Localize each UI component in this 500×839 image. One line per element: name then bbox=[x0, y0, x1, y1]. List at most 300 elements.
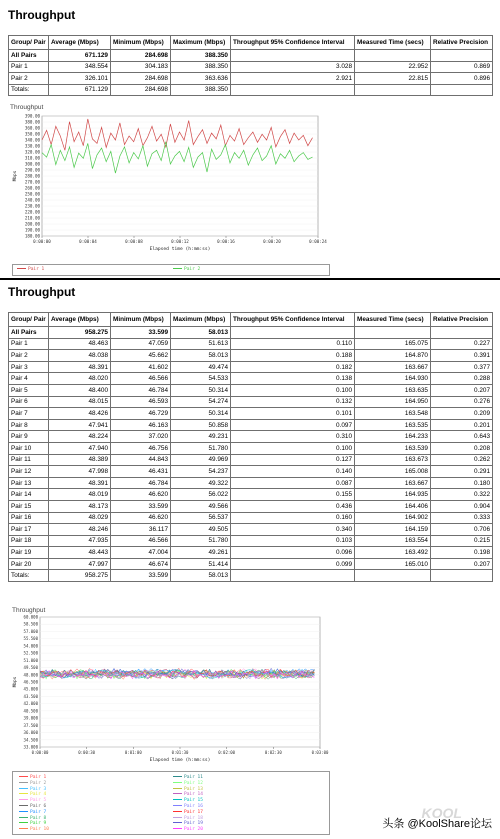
table-cell: 0.132 bbox=[231, 396, 355, 408]
table-cell: 0.188 bbox=[231, 350, 355, 362]
table-cell: 0.377 bbox=[431, 361, 493, 373]
row-label: Pair 6 bbox=[9, 396, 49, 408]
table-row bbox=[9, 535, 493, 547]
y-tick-label: 58.500 bbox=[23, 621, 38, 627]
table-row bbox=[9, 477, 493, 489]
table-cell: 0.103 bbox=[231, 535, 355, 547]
row-label: Pair 10 bbox=[9, 442, 49, 454]
legend-label: Pair 15 bbox=[184, 798, 203, 804]
table-row bbox=[9, 408, 493, 420]
table-cell: 36.117 bbox=[111, 524, 171, 536]
legend-item bbox=[19, 792, 46, 797]
table-cell: 164.902 bbox=[355, 512, 431, 524]
table-cell: 671.129 bbox=[49, 84, 111, 96]
y-tick-label: 290.00 bbox=[24, 167, 40, 173]
table-cell: 51.780 bbox=[171, 535, 231, 547]
legend-item bbox=[19, 798, 46, 803]
x-tick-label: 0:00:16 bbox=[217, 239, 235, 244]
table-cell: 164.233 bbox=[355, 431, 431, 443]
table-cell: 163.492 bbox=[355, 547, 431, 559]
y-tick-label: 34.500 bbox=[23, 737, 38, 743]
table-cell: 41.602 bbox=[111, 361, 171, 373]
table-cell: 54.533 bbox=[171, 373, 231, 385]
table-cell: 165.075 bbox=[355, 338, 431, 350]
y-tick-label: 250.00 bbox=[24, 191, 40, 197]
legend-label: Pair 14 bbox=[184, 792, 203, 798]
table-cell: 0.322 bbox=[431, 489, 493, 501]
chart-plot bbox=[10, 613, 332, 769]
table-cell: 47.935 bbox=[49, 535, 111, 547]
legend-label: Pair 1 bbox=[30, 775, 47, 780]
y-tick-label: 180.00 bbox=[24, 233, 40, 239]
y-tick-label: 190.00 bbox=[24, 227, 40, 233]
table-row bbox=[9, 466, 493, 478]
legend-label: Pair 9 bbox=[30, 821, 47, 827]
table-cell: 47.998 bbox=[49, 466, 111, 478]
x-tick-label: 0:01:00 bbox=[124, 750, 142, 755]
table-row bbox=[9, 384, 493, 396]
y-tick-label: 260.00 bbox=[24, 185, 40, 191]
legend-item bbox=[173, 775, 203, 780]
table-cell: 0.391 bbox=[431, 350, 493, 362]
legend-label: Pair 3 bbox=[30, 786, 47, 792]
table-cell: 48.015 bbox=[49, 396, 111, 408]
table-cell: 46.674 bbox=[111, 558, 171, 570]
table-cell: 0.207 bbox=[431, 384, 493, 396]
legend-label: Pair 12 bbox=[184, 780, 203, 786]
y-tick-label: 48.000 bbox=[23, 672, 38, 678]
y-tick-label: 360.00 bbox=[24, 125, 40, 131]
table-cell: 0.096 bbox=[231, 547, 355, 559]
y-tick-label: 49.500 bbox=[23, 665, 38, 671]
table-cell: 46.620 bbox=[111, 512, 171, 524]
table-cell: 284.698 bbox=[111, 50, 171, 62]
throughput-table-2 bbox=[8, 312, 493, 582]
table-cell bbox=[355, 570, 431, 582]
column-header: Maximum (Mbps) bbox=[171, 36, 231, 50]
table-cell: 0.340 bbox=[231, 524, 355, 536]
legend-swatch bbox=[19, 799, 28, 800]
table-cell: 0.100 bbox=[231, 384, 355, 396]
table-cell: 48.400 bbox=[49, 384, 111, 396]
table-cell: 0.215 bbox=[431, 535, 493, 547]
table-cell bbox=[431, 327, 493, 339]
x-axis-label: Elapsed time (h:mm:ss) bbox=[149, 247, 211, 252]
table-cell: 49.261 bbox=[171, 547, 231, 559]
table-cell: 33.599 bbox=[111, 570, 171, 582]
table-cell: 0.310 bbox=[231, 431, 355, 443]
row-label: Pair 11 bbox=[9, 454, 49, 466]
table-cell: 388.350 bbox=[171, 50, 231, 62]
legend-item bbox=[173, 827, 203, 832]
table-cell bbox=[431, 84, 493, 96]
row-label: All Pairs bbox=[9, 50, 49, 62]
x-tick-label: 0:02:00 bbox=[218, 750, 236, 755]
table-cell: 0.099 bbox=[231, 558, 355, 570]
table-cell: 58.013 bbox=[171, 350, 231, 362]
legend-item bbox=[173, 787, 203, 792]
table-cell: 47.941 bbox=[49, 419, 111, 431]
table-cell: 46.784 bbox=[111, 384, 171, 396]
y-tick-label: 54.000 bbox=[23, 643, 38, 649]
table-cell: 0.706 bbox=[431, 524, 493, 536]
column-header: Measured Time (secs) bbox=[355, 36, 431, 50]
row-label: Pair 2 bbox=[9, 350, 49, 362]
table-cell: 46.756 bbox=[111, 442, 171, 454]
table-cell: 0.087 bbox=[231, 477, 355, 489]
legend-label: Pair 10 bbox=[30, 827, 49, 833]
table-cell: 164.930 bbox=[355, 373, 431, 385]
table-cell: 163.548 bbox=[355, 408, 431, 420]
column-header: Average (Mbps) bbox=[49, 36, 111, 50]
y-axis-label: Mbps bbox=[13, 170, 18, 182]
table-cell: 0.100 bbox=[231, 442, 355, 454]
table-cell bbox=[431, 50, 493, 62]
row-label: Pair 19 bbox=[9, 547, 49, 559]
legend-label: Pair 17 bbox=[184, 809, 203, 815]
y-tick-label: 340.00 bbox=[24, 137, 40, 143]
legend-label: Pair 4 bbox=[30, 792, 47, 798]
table-cell: 33.599 bbox=[111, 327, 171, 339]
table-cell: 326.101 bbox=[49, 73, 111, 85]
legend-item bbox=[173, 804, 203, 809]
table-cell: 0.180 bbox=[431, 477, 493, 489]
table-cell: 48.426 bbox=[49, 408, 111, 420]
table-cell: 49.322 bbox=[171, 477, 231, 489]
table-cell: 164.935 bbox=[355, 489, 431, 501]
table-cell: 54.237 bbox=[171, 466, 231, 478]
y-tick-label: 39.000 bbox=[23, 715, 38, 721]
legend-swatch bbox=[19, 776, 28, 777]
table-cell: 163.535 bbox=[355, 419, 431, 431]
table-cell: 0.291 bbox=[431, 466, 493, 478]
table-cell: 46.593 bbox=[111, 396, 171, 408]
y-tick-label: 37.500 bbox=[23, 722, 38, 728]
table-cell: 56.022 bbox=[171, 489, 231, 501]
y-tick-label: 52.500 bbox=[23, 650, 38, 656]
legend-item bbox=[19, 816, 46, 821]
legend-item bbox=[173, 781, 203, 786]
row-label: All Pairs bbox=[9, 327, 49, 339]
row-label: Pair 17 bbox=[9, 524, 49, 536]
table-row bbox=[9, 489, 493, 501]
table-cell: 51.613 bbox=[171, 338, 231, 350]
column-header: Minimum (Mbps) bbox=[111, 313, 171, 327]
legend-item bbox=[173, 792, 203, 797]
table-cell: 163.554 bbox=[355, 535, 431, 547]
legend-swatch bbox=[19, 822, 28, 823]
table-cell: 0.208 bbox=[431, 442, 493, 454]
y-tick-label: 390.00 bbox=[24, 113, 40, 119]
table-cell: 48.029 bbox=[49, 512, 111, 524]
legend-swatch bbox=[17, 268, 26, 269]
x-tick-label: 0:03:00 bbox=[311, 750, 329, 755]
table-cell: 3.028 bbox=[231, 61, 355, 73]
legend-label: Pair 7 bbox=[30, 809, 47, 815]
x-tick-label: 0:01:30 bbox=[171, 750, 189, 755]
row-label: Pair 1 bbox=[9, 338, 49, 350]
throughput-chart-2 bbox=[10, 607, 332, 767]
section-heading: Throughput bbox=[8, 8, 76, 22]
table-cell: 48.038 bbox=[49, 350, 111, 362]
row-label: Pair 3 bbox=[9, 361, 49, 373]
watermark-logo: KOOL bbox=[421, 805, 462, 821]
y-tick-label: 280.00 bbox=[24, 173, 40, 179]
table-cell: 48.391 bbox=[49, 361, 111, 373]
column-header: Minimum (Mbps) bbox=[111, 36, 171, 50]
legend-item bbox=[173, 816, 203, 821]
table-cell: 0.155 bbox=[231, 489, 355, 501]
chart-plot bbox=[8, 112, 330, 260]
row-label: Pair 2 bbox=[9, 73, 49, 85]
legend-swatch bbox=[19, 817, 28, 818]
table-cell: 37.020 bbox=[111, 431, 171, 443]
table-row bbox=[9, 454, 493, 466]
column-header: Throughput 95% Confidence Interval bbox=[231, 313, 355, 327]
table-header-row bbox=[9, 313, 493, 327]
x-tick-label: 0:00:00 bbox=[31, 750, 49, 755]
y-tick-label: 57.000 bbox=[23, 628, 38, 634]
table-cell: 48.463 bbox=[49, 338, 111, 350]
y-tick-label: 220.00 bbox=[24, 209, 40, 215]
table-cell: 304.183 bbox=[111, 61, 171, 73]
legend-swatch bbox=[19, 782, 28, 783]
legend-swatch bbox=[173, 811, 182, 812]
legend-label: Pair 2 bbox=[184, 267, 201, 272]
table-cell: 165.010 bbox=[355, 558, 431, 570]
table-cell: 49.566 bbox=[171, 500, 231, 512]
legend-label: Pair 11 bbox=[184, 775, 203, 780]
legend-item bbox=[173, 821, 203, 826]
row-label: Pair 20 bbox=[9, 558, 49, 570]
table-cell: 50.858 bbox=[171, 419, 231, 431]
x-tick-label: 0:02:30 bbox=[264, 750, 282, 755]
table-cell: 48.443 bbox=[49, 547, 111, 559]
watermark-text: 头条 @KoolShare论坛 bbox=[382, 818, 492, 830]
throughput-panel-1 bbox=[0, 0, 500, 278]
table-cell bbox=[431, 570, 493, 582]
y-tick-label: 230.00 bbox=[24, 203, 40, 209]
table-row bbox=[9, 396, 493, 408]
y-tick-label: 55.500 bbox=[23, 636, 38, 642]
row-label: Pair 9 bbox=[9, 431, 49, 443]
table-cell: 0.262 bbox=[431, 454, 493, 466]
legend-label: Pair 5 bbox=[30, 798, 47, 804]
y-tick-label: 210.00 bbox=[24, 215, 40, 221]
throughput-chart-1 bbox=[8, 104, 330, 272]
table-row bbox=[9, 524, 493, 536]
table-row bbox=[9, 500, 493, 512]
table-cell: 163.667 bbox=[355, 477, 431, 489]
section-heading: Throughput bbox=[8, 285, 76, 299]
chart-title: Throughput bbox=[12, 607, 46, 614]
table-cell: 0.209 bbox=[431, 408, 493, 420]
table-cell: 284.698 bbox=[111, 73, 171, 85]
table-cell: 0.904 bbox=[431, 500, 493, 512]
table-cell: 165.008 bbox=[355, 466, 431, 478]
table-row bbox=[9, 442, 493, 454]
x-tick-label: 0:00:30 bbox=[78, 750, 96, 755]
table-cell: 163.667 bbox=[355, 361, 431, 373]
table-cell bbox=[231, 50, 355, 62]
table-cell bbox=[231, 84, 355, 96]
table-cell: 46.566 bbox=[111, 535, 171, 547]
legend-swatch bbox=[19, 793, 28, 794]
table-cell: 45.662 bbox=[111, 350, 171, 362]
legend-label: Pair 19 bbox=[184, 821, 203, 827]
table-cell: 163.635 bbox=[355, 384, 431, 396]
table-cell: 47.059 bbox=[111, 338, 171, 350]
table-cell: 48.246 bbox=[49, 524, 111, 536]
table-cell: 348.554 bbox=[49, 61, 111, 73]
legend-swatch bbox=[173, 817, 182, 818]
table-cell: 51.780 bbox=[171, 442, 231, 454]
y-tick-label: 310.00 bbox=[24, 155, 40, 161]
x-axis-label: Elapsed time (h:mm:ss) bbox=[149, 758, 211, 763]
table-cell: 46.163 bbox=[111, 419, 171, 431]
table-cell: 49.969 bbox=[171, 454, 231, 466]
table-cell: 0.201 bbox=[431, 419, 493, 431]
table-cell: 164.159 bbox=[355, 524, 431, 536]
table-cell: 49.474 bbox=[171, 361, 231, 373]
y-tick-label: 300.00 bbox=[24, 161, 40, 167]
legend-item bbox=[173, 798, 203, 803]
y-tick-label: 36.000 bbox=[23, 730, 38, 736]
table-row bbox=[9, 361, 493, 373]
row-label: Pair 15 bbox=[9, 500, 49, 512]
legend-swatch bbox=[173, 799, 182, 800]
table-cell: 0.140 bbox=[231, 466, 355, 478]
legend-swatch bbox=[19, 811, 28, 812]
table-cell: 46.729 bbox=[111, 408, 171, 420]
legend-label: Pair 16 bbox=[184, 804, 203, 809]
y-tick-label: 60.000 bbox=[23, 614, 38, 620]
table-row bbox=[9, 50, 493, 62]
legend-item bbox=[173, 810, 203, 815]
table-cell: 284.698 bbox=[111, 84, 171, 96]
row-label: Pair 8 bbox=[9, 419, 49, 431]
table-cell: 363.636 bbox=[171, 73, 231, 85]
legend-swatch bbox=[173, 822, 182, 823]
legend-swatch bbox=[19, 828, 28, 829]
legend-item bbox=[19, 821, 46, 826]
table-cell: 48.020 bbox=[49, 373, 111, 385]
y-tick-label: 380.00 bbox=[24, 119, 40, 125]
legend-item bbox=[19, 827, 49, 832]
table-cell: 958.275 bbox=[49, 570, 111, 582]
table-cell bbox=[355, 327, 431, 339]
table-cell: 54.274 bbox=[171, 396, 231, 408]
y-tick-label: 240.00 bbox=[24, 197, 40, 203]
table-cell: 671.129 bbox=[49, 50, 111, 62]
legend-swatch bbox=[173, 782, 182, 783]
table-cell: 22.815 bbox=[355, 73, 431, 85]
table-cell: 163.673 bbox=[355, 454, 431, 466]
legend-swatch bbox=[19, 788, 28, 789]
table-cell: 0.643 bbox=[431, 431, 493, 443]
table-cell: 0.198 bbox=[431, 547, 493, 559]
x-tick-label: 0:00:08 bbox=[125, 239, 143, 244]
table-cell: 0.110 bbox=[231, 338, 355, 350]
legend-label: Pair 1 bbox=[28, 267, 45, 272]
y-tick-label: 200.00 bbox=[24, 221, 40, 227]
legend-item bbox=[173, 267, 200, 272]
row-label: Pair 18 bbox=[9, 535, 49, 547]
table-row bbox=[9, 350, 493, 362]
y-tick-label: 42.000 bbox=[23, 701, 38, 707]
y-tick-label: 33.000 bbox=[23, 744, 38, 750]
table-cell: 48.389 bbox=[49, 454, 111, 466]
legend-swatch bbox=[173, 268, 182, 269]
x-tick-label: 0:00:24 bbox=[309, 239, 327, 244]
legend-swatch bbox=[173, 788, 182, 789]
table-cell: 0.276 bbox=[431, 396, 493, 408]
table-cell: 48.019 bbox=[49, 489, 111, 501]
table-cell: 47.997 bbox=[49, 558, 111, 570]
table-cell bbox=[355, 84, 431, 96]
table-cell: 164.406 bbox=[355, 500, 431, 512]
legend-item bbox=[19, 775, 46, 780]
throughput-table-1 bbox=[8, 35, 493, 96]
chart-title: Throughput bbox=[10, 104, 44, 111]
table-cell: 0.127 bbox=[231, 454, 355, 466]
x-tick-label: 0:00:00 bbox=[33, 239, 51, 244]
chart-legend bbox=[12, 264, 330, 276]
table-row bbox=[9, 327, 493, 339]
table-cell: 0.207 bbox=[431, 558, 493, 570]
table-cell: 958.275 bbox=[49, 327, 111, 339]
row-label: Pair 4 bbox=[9, 373, 49, 385]
table-cell: 48.391 bbox=[49, 477, 111, 489]
y-tick-label: 40.500 bbox=[23, 708, 38, 714]
table-row bbox=[9, 73, 493, 85]
table-row bbox=[9, 419, 493, 431]
column-header: Group/ Pair bbox=[9, 36, 49, 50]
legend-swatch bbox=[173, 805, 182, 806]
table-cell: 46.620 bbox=[111, 489, 171, 501]
table-cell: 0.288 bbox=[431, 373, 493, 385]
table-cell: 51.414 bbox=[171, 558, 231, 570]
table-row bbox=[9, 512, 493, 524]
legend-label: Pair 18 bbox=[184, 815, 203, 821]
table-row bbox=[9, 570, 493, 582]
legend-swatch bbox=[173, 828, 182, 829]
legend-item bbox=[19, 804, 46, 809]
column-header: Average (Mbps) bbox=[49, 313, 111, 327]
row-label: Pair 13 bbox=[9, 477, 49, 489]
legend-label: Pair 8 bbox=[30, 815, 47, 821]
legend-label: Pair 2 bbox=[30, 780, 47, 786]
table-cell: 46.431 bbox=[111, 466, 171, 478]
y-tick-label: 43.500 bbox=[23, 693, 38, 699]
table-header-row bbox=[9, 36, 493, 50]
table-cell bbox=[231, 327, 355, 339]
table-cell: 48.173 bbox=[49, 500, 111, 512]
table-cell: 46.784 bbox=[111, 477, 171, 489]
row-label: Pair 16 bbox=[9, 512, 49, 524]
table-cell: 0.101 bbox=[231, 408, 355, 420]
legend-item bbox=[19, 810, 46, 815]
table-cell: 163.539 bbox=[355, 442, 431, 454]
y-tick-label: 51.000 bbox=[23, 657, 38, 663]
table-cell: 164.950 bbox=[355, 396, 431, 408]
legend-swatch bbox=[173, 776, 182, 777]
legend-item bbox=[19, 787, 46, 792]
table-row bbox=[9, 431, 493, 443]
chart-legend-2 bbox=[12, 771, 330, 835]
legend-item bbox=[19, 781, 46, 786]
table-cell: 0.333 bbox=[431, 512, 493, 524]
